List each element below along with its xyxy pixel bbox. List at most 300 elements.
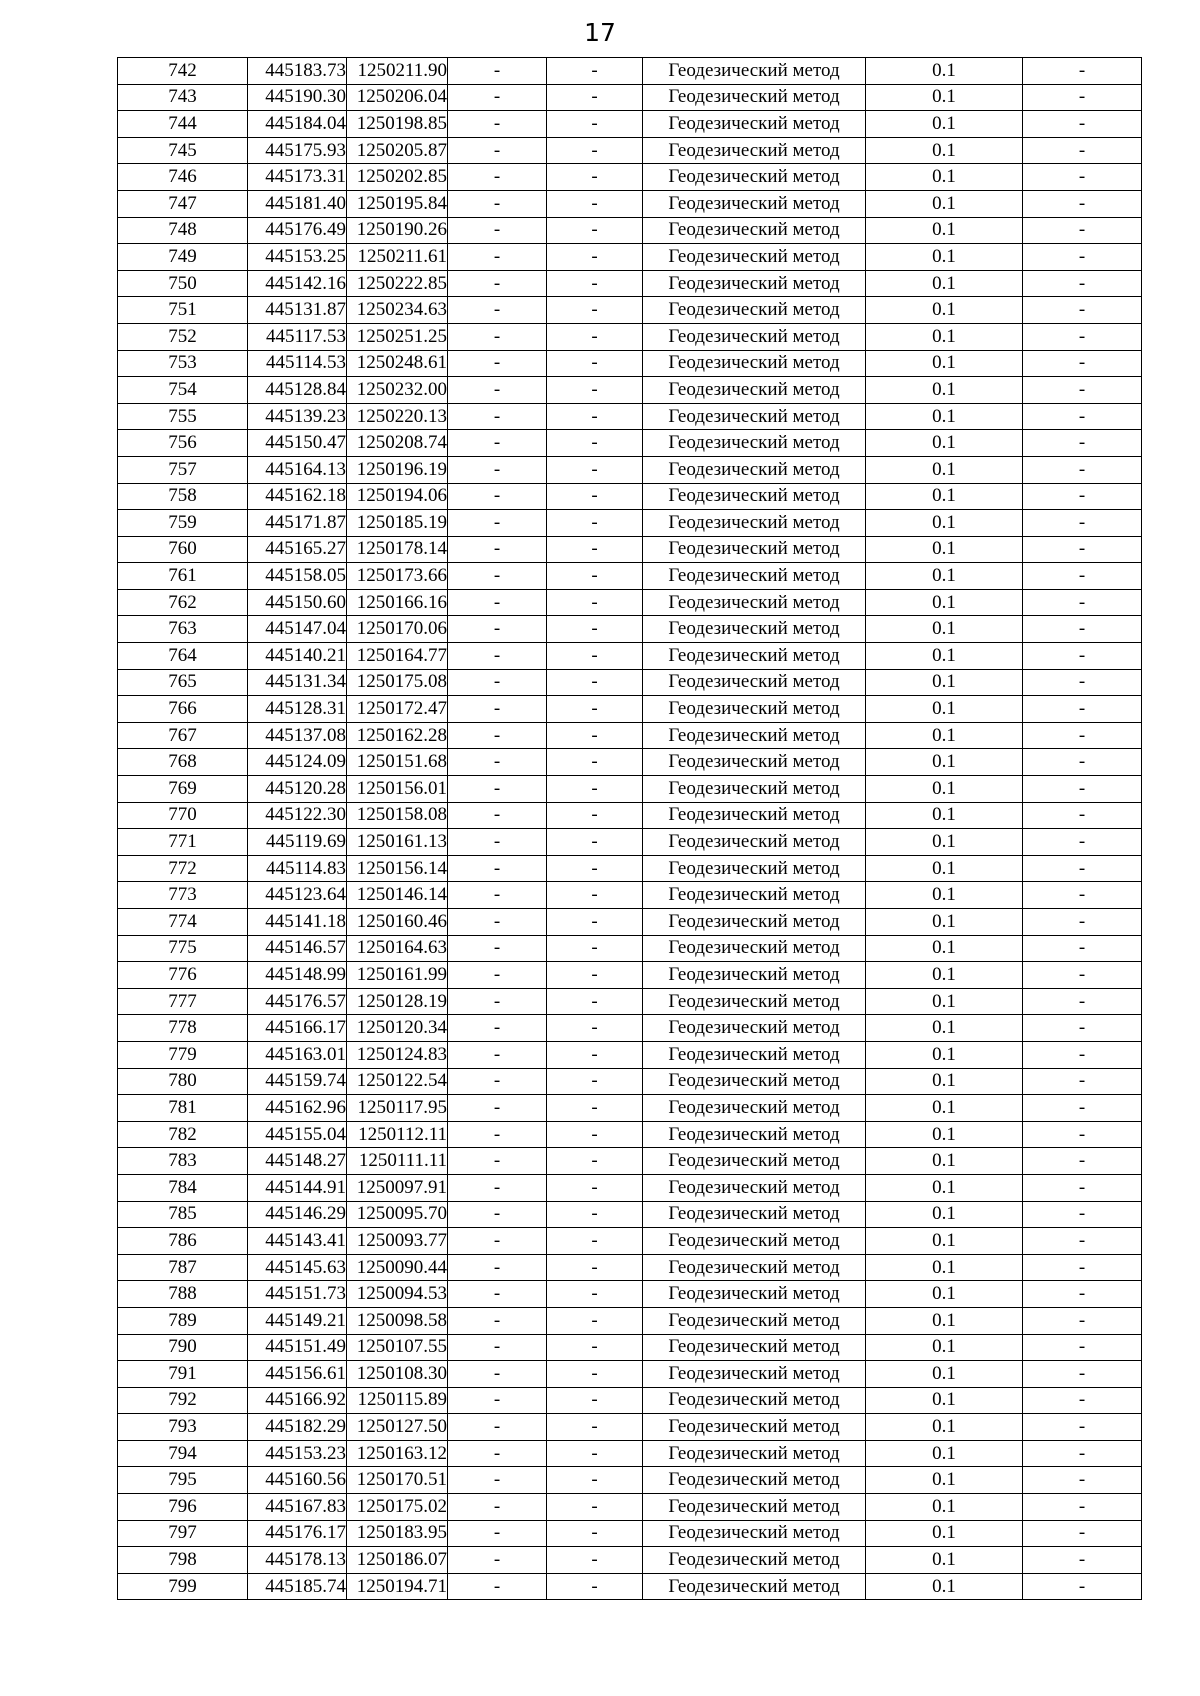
column-5-value: - [547, 270, 643, 297]
x-coordinate: 445151.49 [248, 1334, 347, 1361]
point-number: 748 [118, 217, 248, 244]
column-9-value: - [1023, 1573, 1142, 1600]
accuracy: 0.1 [866, 1494, 1023, 1521]
y-coordinate: 1250251.25 [347, 323, 448, 350]
column-9-value: - [1023, 1015, 1142, 1042]
column-9-value: - [1023, 1387, 1142, 1414]
column-5-value: - [547, 1228, 643, 1255]
accuracy: 0.1 [866, 1015, 1023, 1042]
column-5-value: - [547, 1494, 643, 1521]
accuracy: 0.1 [866, 430, 1023, 457]
column-4-value: - [448, 696, 547, 723]
column-9-value: - [1023, 589, 1142, 616]
method: Геодезический метод [643, 84, 866, 111]
column-9-value: - [1023, 855, 1142, 882]
column-4-value: - [448, 190, 547, 217]
accuracy: 0.1 [866, 1228, 1023, 1255]
y-coordinate: 1250158.08 [347, 802, 448, 829]
method: Геодезический метод [643, 350, 866, 377]
y-coordinate: 1250194.06 [347, 483, 448, 510]
accuracy: 0.1 [866, 669, 1023, 696]
method: Геодезический метод [643, 1307, 866, 1334]
column-4-value: - [448, 1573, 547, 1600]
y-coordinate: 1250156.14 [347, 855, 448, 882]
column-5-value: - [547, 643, 643, 670]
method: Геодезический метод [643, 829, 866, 856]
table-row [118, 829, 1142, 856]
point-number: 797 [118, 1520, 248, 1547]
column-9-value: - [1023, 988, 1142, 1015]
table-row [118, 244, 1142, 271]
column-4-value: - [448, 58, 547, 85]
y-coordinate: 1250093.77 [347, 1228, 448, 1255]
column-9-value: - [1023, 456, 1142, 483]
point-number: 746 [118, 164, 248, 191]
y-coordinate: 1250090.44 [347, 1254, 448, 1281]
table-row [118, 164, 1142, 191]
column-5-value: - [547, 1387, 643, 1414]
column-4-value: - [448, 1334, 547, 1361]
point-number: 777 [118, 988, 248, 1015]
column-4-value: - [448, 1414, 547, 1441]
y-coordinate: 1250098.58 [347, 1307, 448, 1334]
table-row [118, 643, 1142, 670]
column-4-value: - [448, 217, 547, 244]
column-9-value: - [1023, 1414, 1142, 1441]
column-9-value: - [1023, 323, 1142, 350]
method: Геодезический метод [643, 1547, 866, 1574]
y-coordinate: 1250095.70 [347, 1201, 448, 1228]
method: Геодезический метод [643, 1041, 866, 1068]
column-4-value: - [448, 403, 547, 430]
column-4-value: - [448, 882, 547, 909]
x-coordinate: 445128.31 [248, 696, 347, 723]
accuracy: 0.1 [866, 1334, 1023, 1361]
point-number: 778 [118, 1015, 248, 1042]
point-number: 769 [118, 776, 248, 803]
column-5-value: - [547, 1095, 643, 1122]
accuracy: 0.1 [866, 483, 1023, 510]
x-coordinate: 445166.92 [248, 1387, 347, 1414]
column-4-value: - [448, 1174, 547, 1201]
column-4-value: - [448, 270, 547, 297]
x-coordinate: 445123.64 [248, 882, 347, 909]
y-coordinate: 1250175.08 [347, 669, 448, 696]
method: Геодезический метод [643, 323, 866, 350]
accuracy: 0.1 [866, 297, 1023, 324]
point-number: 752 [118, 323, 248, 350]
point-number: 753 [118, 350, 248, 377]
y-coordinate: 1250194.71 [347, 1573, 448, 1600]
accuracy: 0.1 [866, 403, 1023, 430]
method: Геодезический метод [643, 935, 866, 962]
point-number: 780 [118, 1068, 248, 1095]
method: Геодезический метод [643, 58, 866, 85]
x-coordinate: 445181.40 [248, 190, 347, 217]
accuracy: 0.1 [866, 323, 1023, 350]
method: Геодезический метод [643, 909, 866, 936]
column-5-value: - [547, 350, 643, 377]
page-number: 17 [584, 18, 616, 47]
column-5-value: - [547, 430, 643, 457]
column-5-value: - [547, 909, 643, 936]
y-coordinate: 1250211.61 [347, 244, 448, 271]
y-coordinate: 1250248.61 [347, 350, 448, 377]
column-4-value: - [448, 722, 547, 749]
point-number: 798 [118, 1547, 248, 1574]
accuracy: 0.1 [866, 510, 1023, 537]
point-number: 796 [118, 1494, 248, 1521]
x-coordinate: 445139.23 [248, 403, 347, 430]
x-coordinate: 445176.57 [248, 988, 347, 1015]
method: Геодезический метод [643, 217, 866, 244]
y-coordinate: 1250128.19 [347, 988, 448, 1015]
y-coordinate: 1250151.68 [347, 749, 448, 776]
y-coordinate: 1250185.19 [347, 510, 448, 537]
table-row [118, 563, 1142, 590]
table-row [118, 882, 1142, 909]
accuracy: 0.1 [866, 1414, 1023, 1441]
column-9-value: - [1023, 1068, 1142, 1095]
method: Геодезический метод [643, 643, 866, 670]
column-4-value: - [448, 1041, 547, 1068]
method: Геодезический метод [643, 1174, 866, 1201]
column-5-value: - [547, 1174, 643, 1201]
accuracy: 0.1 [866, 1547, 1023, 1574]
method: Геодезический метод [643, 1467, 866, 1494]
point-number: 793 [118, 1414, 248, 1441]
method: Геодезический метод [643, 776, 866, 803]
column-4-value: - [448, 616, 547, 643]
x-coordinate: 445171.87 [248, 510, 347, 537]
column-4-value: - [448, 297, 547, 324]
y-coordinate: 1250173.66 [347, 563, 448, 590]
method: Геодезический метод [643, 1387, 866, 1414]
column-5-value: - [547, 190, 643, 217]
table-row [118, 749, 1142, 776]
method: Геодезический метод [643, 962, 866, 989]
point-number: 789 [118, 1307, 248, 1334]
column-9-value: - [1023, 616, 1142, 643]
x-coordinate: 445114.83 [248, 855, 347, 882]
column-5-value: - [547, 1414, 643, 1441]
column-9-value: - [1023, 722, 1142, 749]
table-row [118, 1281, 1142, 1308]
method: Геодезический метод [643, 270, 866, 297]
column-4-value: - [448, 1095, 547, 1122]
table-row [118, 1121, 1142, 1148]
method: Геодезический метод [643, 510, 866, 537]
x-coordinate: 445144.91 [248, 1174, 347, 1201]
column-9-value: - [1023, 1041, 1142, 1068]
table-row [118, 350, 1142, 377]
accuracy: 0.1 [866, 643, 1023, 670]
table-row [118, 802, 1142, 829]
x-coordinate: 445117.53 [248, 323, 347, 350]
y-coordinate: 1250211.90 [347, 58, 448, 85]
column-5-value: - [547, 1254, 643, 1281]
y-coordinate: 1250186.07 [347, 1547, 448, 1574]
y-coordinate: 1250195.84 [347, 190, 448, 217]
column-5-value: - [547, 483, 643, 510]
table-row [118, 84, 1142, 111]
x-coordinate: 445153.25 [248, 244, 347, 271]
column-9-value: - [1023, 377, 1142, 404]
point-number: 743 [118, 84, 248, 111]
column-5-value: - [547, 988, 643, 1015]
column-5-value: - [547, 802, 643, 829]
y-coordinate: 1250170.51 [347, 1467, 448, 1494]
column-9-value: - [1023, 1121, 1142, 1148]
column-9-value: - [1023, 696, 1142, 723]
accuracy: 0.1 [866, 1174, 1023, 1201]
method: Геодезический метод [643, 1254, 866, 1281]
x-coordinate: 445162.96 [248, 1095, 347, 1122]
table-row [118, 1228, 1142, 1255]
y-coordinate: 1250112.11 [347, 1121, 448, 1148]
table-row [118, 1520, 1142, 1547]
column-9-value: - [1023, 1307, 1142, 1334]
column-9-value: - [1023, 84, 1142, 111]
point-number: 795 [118, 1467, 248, 1494]
accuracy: 0.1 [866, 164, 1023, 191]
point-number: 755 [118, 403, 248, 430]
column-5-value: - [547, 1041, 643, 1068]
table-row [118, 217, 1142, 244]
method: Геодезический метод [643, 1281, 866, 1308]
column-4-value: - [448, 1015, 547, 1042]
y-coordinate: 1250196.19 [347, 456, 448, 483]
x-coordinate: 445159.74 [248, 1068, 347, 1095]
point-number: 762 [118, 589, 248, 616]
x-coordinate: 445156.61 [248, 1361, 347, 1388]
y-coordinate: 1250120.34 [347, 1015, 448, 1042]
x-coordinate: 445141.18 [248, 909, 347, 936]
column-9-value: - [1023, 111, 1142, 138]
x-coordinate: 445131.34 [248, 669, 347, 696]
column-4-value: - [448, 1547, 547, 1574]
column-9-value: - [1023, 882, 1142, 909]
y-coordinate: 1250164.77 [347, 643, 448, 670]
x-coordinate: 445131.87 [248, 297, 347, 324]
column-4-value: - [448, 377, 547, 404]
column-9-value: - [1023, 1174, 1142, 1201]
column-9-value: - [1023, 1547, 1142, 1574]
point-number: 757 [118, 456, 248, 483]
table-row [118, 270, 1142, 297]
column-4-value: - [448, 909, 547, 936]
x-coordinate: 445148.99 [248, 962, 347, 989]
column-4-value: - [448, 244, 547, 271]
x-coordinate: 445183.73 [248, 58, 347, 85]
point-number: 765 [118, 669, 248, 696]
accuracy: 0.1 [866, 616, 1023, 643]
column-5-value: - [547, 1015, 643, 1042]
accuracy: 0.1 [866, 1361, 1023, 1388]
y-coordinate: 1250178.14 [347, 536, 448, 563]
method: Геодезический метод [643, 111, 866, 138]
column-5-value: - [547, 1121, 643, 1148]
table-row [118, 1201, 1142, 1228]
method: Геодезический метод [643, 749, 866, 776]
point-number: 781 [118, 1095, 248, 1122]
y-coordinate: 1250124.83 [347, 1041, 448, 1068]
point-number: 749 [118, 244, 248, 271]
accuracy: 0.1 [866, 137, 1023, 164]
column-5-value: - [547, 323, 643, 350]
point-number: 773 [118, 882, 248, 909]
column-4-value: - [448, 1494, 547, 1521]
y-coordinate: 1250094.53 [347, 1281, 448, 1308]
method: Геодезический метод [643, 297, 866, 324]
table-row [118, 988, 1142, 1015]
point-number: 782 [118, 1121, 248, 1148]
accuracy: 0.1 [866, 1254, 1023, 1281]
method: Геодезический метод [643, 1361, 866, 1388]
x-coordinate: 445164.13 [248, 456, 347, 483]
table-row [118, 1015, 1142, 1042]
column-5-value: - [547, 935, 643, 962]
accuracy: 0.1 [866, 776, 1023, 803]
table-row [118, 1494, 1142, 1521]
point-number: 756 [118, 430, 248, 457]
column-4-value: - [448, 137, 547, 164]
column-4-value: - [448, 536, 547, 563]
column-9-value: - [1023, 1520, 1142, 1547]
method: Геодезический метод [643, 377, 866, 404]
column-4-value: - [448, 1121, 547, 1148]
table-row [118, 297, 1142, 324]
column-9-value: - [1023, 244, 1142, 271]
column-9-value: - [1023, 1148, 1142, 1175]
column-9-value: - [1023, 563, 1142, 590]
column-5-value: - [547, 749, 643, 776]
point-number: 785 [118, 1201, 248, 1228]
table-row [118, 909, 1142, 936]
y-coordinate: 1250161.13 [347, 829, 448, 856]
column-4-value: - [448, 1387, 547, 1414]
column-4-value: - [448, 669, 547, 696]
x-coordinate: 445190.30 [248, 84, 347, 111]
point-number: 787 [118, 1254, 248, 1281]
point-number: 754 [118, 377, 248, 404]
method: Геодезический метод [643, 616, 866, 643]
x-coordinate: 445165.27 [248, 536, 347, 563]
column-9-value: - [1023, 909, 1142, 936]
x-coordinate: 445167.83 [248, 1494, 347, 1521]
accuracy: 0.1 [866, 536, 1023, 563]
column-5-value: - [547, 1361, 643, 1388]
column-5-value: - [547, 1148, 643, 1175]
column-9-value: - [1023, 1440, 1142, 1467]
column-9-value: - [1023, 1201, 1142, 1228]
accuracy: 0.1 [866, 1520, 1023, 1547]
column-4-value: - [448, 111, 547, 138]
method: Геодезический метод [643, 1414, 866, 1441]
table-row [118, 616, 1142, 643]
accuracy: 0.1 [866, 696, 1023, 723]
column-4-value: - [448, 1281, 547, 1308]
column-5-value: - [547, 589, 643, 616]
accuracy: 0.1 [866, 1041, 1023, 1068]
column-4-value: - [448, 1520, 547, 1547]
point-number: 783 [118, 1148, 248, 1175]
y-coordinate: 1250206.04 [347, 84, 448, 111]
column-4-value: - [448, 962, 547, 989]
y-coordinate: 1250111.11 [347, 1148, 448, 1175]
table-row [118, 456, 1142, 483]
accuracy: 0.1 [866, 749, 1023, 776]
column-4-value: - [448, 1148, 547, 1175]
y-coordinate: 1250190.26 [347, 217, 448, 244]
column-4-value: - [448, 1228, 547, 1255]
column-5-value: - [547, 536, 643, 563]
point-number: 771 [118, 829, 248, 856]
point-number: 751 [118, 297, 248, 324]
table-row [118, 1414, 1142, 1441]
method: Геодезический метод [643, 403, 866, 430]
column-5-value: - [547, 377, 643, 404]
method: Геодезический метод [643, 1148, 866, 1175]
method: Геодезический метод [643, 563, 866, 590]
x-coordinate: 445160.56 [248, 1467, 347, 1494]
column-4-value: - [448, 563, 547, 590]
y-coordinate: 1250198.85 [347, 111, 448, 138]
method: Геодезический метод [643, 430, 866, 457]
column-5-value: - [547, 244, 643, 271]
column-4-value: - [448, 430, 547, 457]
table-row [118, 1467, 1142, 1494]
accuracy: 0.1 [866, 988, 1023, 1015]
table-row [118, 1361, 1142, 1388]
x-coordinate: 445114.53 [248, 350, 347, 377]
column-4-value: - [448, 1361, 547, 1388]
table-row [118, 1068, 1142, 1095]
column-5-value: - [547, 137, 643, 164]
x-coordinate: 445148.27 [248, 1148, 347, 1175]
coordinates-table [117, 57, 1142, 1600]
y-coordinate: 1250163.12 [347, 1440, 448, 1467]
accuracy: 0.1 [866, 244, 1023, 271]
column-9-value: - [1023, 137, 1142, 164]
x-coordinate: 445120.28 [248, 776, 347, 803]
y-coordinate: 1250220.13 [347, 403, 448, 430]
table-row [118, 510, 1142, 537]
column-9-value: - [1023, 935, 1142, 962]
y-coordinate: 1250156.01 [347, 776, 448, 803]
column-9-value: - [1023, 1095, 1142, 1122]
column-4-value: - [448, 1307, 547, 1334]
accuracy: 0.1 [866, 882, 1023, 909]
column-9-value: - [1023, 1467, 1142, 1494]
column-5-value: - [547, 403, 643, 430]
table-row [118, 403, 1142, 430]
x-coordinate: 445150.60 [248, 589, 347, 616]
column-4-value: - [448, 510, 547, 537]
column-5-value: - [547, 111, 643, 138]
column-9-value: - [1023, 483, 1142, 510]
column-5-value: - [547, 1547, 643, 1574]
column-4-value: - [448, 749, 547, 776]
y-coordinate: 1250115.89 [347, 1387, 448, 1414]
table-row [118, 1547, 1142, 1574]
x-coordinate: 445140.21 [248, 643, 347, 670]
y-coordinate: 1250162.28 [347, 722, 448, 749]
y-coordinate: 1250127.50 [347, 1414, 448, 1441]
column-9-value: - [1023, 643, 1142, 670]
column-4-value: - [448, 855, 547, 882]
column-9-value: - [1023, 190, 1142, 217]
